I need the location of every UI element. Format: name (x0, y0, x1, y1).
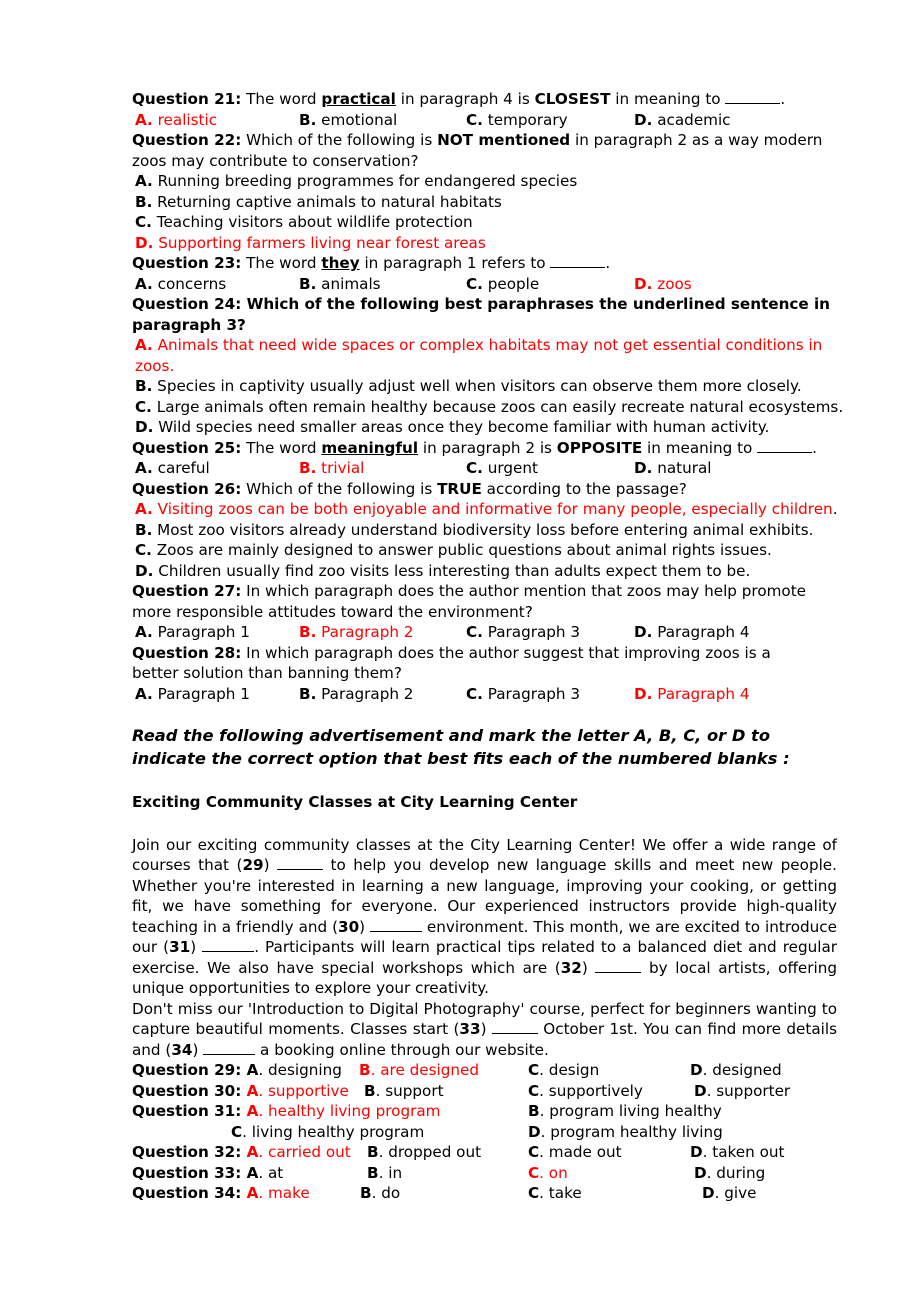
question-25: Question 25: The word meaningful in paragraph 2 is OPPOSITE in meaning to . (132, 438, 817, 457)
option-d: D. during (694, 1163, 766, 1182)
question-31 (132, 1101, 837, 1122)
options-21 (132, 110, 837, 131)
question-label: Question 21: (132, 90, 242, 108)
option-d: D. designed (690, 1061, 782, 1079)
option-a: A. Paragraph 1 (135, 623, 250, 641)
option-a: A. concerns (135, 274, 227, 293)
option-d: D. program healthy living (528, 1122, 723, 1141)
option-d: D. Wild species need smaller areas once they become familiar with human activity. (135, 418, 770, 436)
question-34 (132, 1183, 837, 1204)
options-27 (132, 622, 837, 643)
option-c: C. Paragraph 3 (466, 623, 581, 641)
question-label: Question 25: (132, 438, 242, 457)
option-a: A. supportive (246, 1081, 349, 1100)
question-label: Question 31: (132, 1102, 247, 1120)
options-25 (132, 458, 837, 479)
blank-number: 32 (560, 958, 582, 977)
question-29: Question 29: A. designing B. are designed C. design D. designed (132, 1061, 782, 1079)
answer-blank (550, 253, 605, 268)
option-c: C. urgent (466, 459, 538, 477)
option-b: B. do (360, 1184, 401, 1202)
option-c: C. supportively (528, 1081, 643, 1100)
blank-number: 33 (459, 1020, 481, 1038)
question-label: Question 27: (132, 582, 242, 600)
option-d: D. Children usually find zoo visits less interesting than adults expect them to be. (135, 561, 751, 580)
answer-blank (203, 1040, 255, 1055)
option-d: D. natural (634, 459, 712, 477)
option-c: C. living healthy program (231, 1122, 425, 1141)
option-a: A. carried out (246, 1143, 351, 1161)
option-d: D. Supporting farmers living near forest areas (135, 233, 486, 252)
options-23 (132, 274, 837, 295)
answer-blank (725, 89, 780, 104)
question-label: Question 29: (132, 1061, 247, 1079)
section-instruction: Read the following advertisement and mark the letter A, B, C, or D to indicate the correct option that best fits each of the numbered blanks : (132, 726, 790, 768)
ad-title: Exciting Community Classes at City Learning Center (132, 793, 578, 811)
ad-paragraph-2: Don't miss our 'Introduction to Digital Photography' course, perfect for beginners wanting to capture beautiful moments. Classes start (33) October 1st. You can find more details and (34) a booking online through our website. (132, 999, 837, 1059)
option-a: A. healthy living program (246, 1102, 441, 1120)
question-label: Question 30: (132, 1081, 247, 1100)
target-word: they (321, 254, 360, 272)
option-d: D. Paragraph 4 (634, 684, 750, 703)
option-c: C. temporary (466, 110, 568, 129)
option-b: B. support (364, 1081, 444, 1100)
option-c: C. made out (528, 1143, 622, 1161)
options-28 (132, 684, 837, 705)
question-label: Question 33: (132, 1163, 247, 1182)
option-c: C. take (528, 1184, 582, 1202)
answer-blank (757, 438, 812, 453)
question-22: Question 22: Which of the following is NOT mentioned in paragraph 2 as a way modern zoos may contribute to conservation? (132, 131, 823, 170)
answer-blank (595, 958, 641, 973)
question-label: Question 26: (132, 479, 242, 498)
option-a: A. Visiting zoos can be both enjoyable and informative for many people, especially children. (135, 500, 838, 518)
option-a: A. realistic (135, 110, 218, 129)
blank-number: 29 (242, 856, 264, 874)
option-b: B. animals (299, 274, 381, 293)
answer-blank (202, 937, 254, 952)
option-d: D. Paragraph 4 (634, 623, 750, 641)
option-b: B. are designed (359, 1061, 479, 1079)
option-b: B. Returning captive animals to natural habitats (135, 192, 502, 211)
question-24: Question 24: Which of the following best paraphrases the underlined sentence in paragraph 3? (132, 295, 830, 334)
question-32 (132, 1142, 837, 1163)
option-a: A. Running breeding programmes for endangered species (135, 172, 578, 190)
option-c: C. people (466, 274, 540, 293)
option-c: C. Paragraph 3 (466, 684, 581, 703)
option-c: C. Large animals often remain healthy because zoos can easily recreate natural ecosystems. (135, 397, 844, 416)
question-label: Question 23: (132, 254, 242, 272)
option-b: B. Paragraph 2 (299, 684, 414, 703)
option-a: A. Paragraph 1 (135, 684, 250, 703)
option-d: D. zoos (634, 274, 692, 293)
question-30 (132, 1081, 837, 1102)
option-a: A. make (246, 1184, 310, 1202)
option-b: B. emotional (299, 110, 398, 129)
question-31-row-2 (132, 1122, 837, 1143)
blank-number: 31 (169, 938, 191, 956)
question-28: Question 28: In which paragraph does the author suggest that improving zoos is a better solution than banning them? (132, 643, 771, 682)
answer-blank (277, 855, 323, 870)
blank-number: 34 (171, 1040, 193, 1059)
question-label: Question 34: (132, 1184, 247, 1202)
option-b: B. Paragraph 2 (299, 623, 414, 641)
ad-paragraph-1: Join our exciting community classes at the City Learning Center! We offer a wide range of courses that (29) to help you develop new language skills and meet new people. Whether you're interested in learning a new language, improving your cooking, or getting fit, we have something for everyone. Our experienced instructors provide high-quality teaching in a friendly and (30) environment. This month, we are excited to introduce our (31) . Participants will learn practical tips related to a balanced diet and regular exercise. We also have special workshops which are (32) by local artists, offering unique opportunities to explore your creativity. (132, 835, 838, 997)
option-c: C. design (528, 1061, 600, 1079)
option-b: B. Most zoo visitors already understand biodiversity loss before entering animal exhibits. (135, 520, 814, 539)
question-label: Question 28: (132, 643, 242, 662)
option-b: B. program living healthy (528, 1102, 722, 1120)
option-d: D. supporter (694, 1081, 791, 1100)
worksheet-page (132, 89, 844, 1204)
question-23: Question 23: The word they in paragraph 1 refers to . (132, 254, 611, 272)
target-word: meaningful (321, 438, 419, 457)
option-d: D. give (702, 1184, 757, 1202)
question-27: Question 27: In which paragraph does the author mention that zoos may help promote more responsible attitudes toward the environment? (132, 582, 806, 621)
option-c: C. Zoos are mainly designed to answer public questions about animal rights issues. (135, 541, 772, 559)
answer-blank (370, 917, 422, 932)
ad-body (132, 835, 837, 1061)
question-label: Question 32: (132, 1143, 247, 1161)
option-c: C. on (528, 1163, 568, 1182)
option-a: A. careful (135, 459, 210, 477)
question-label: Question 24: (132, 295, 242, 313)
question-label: Question 22: (132, 131, 242, 149)
option-c: C. Teaching visitors about wildlife protection (135, 213, 473, 231)
option-d: D. taken out (690, 1143, 785, 1161)
blank-number: 30 (338, 917, 360, 936)
target-word: practical (321, 90, 396, 108)
option-b: B. trivial (299, 459, 365, 477)
question-21: Question 21: The word practical in paragraph 4 is CLOSEST in meaning to . (132, 90, 786, 108)
option-a: A. Animals that need wide spaces or complex habitats may not get essential conditions in zoos. (135, 336, 823, 375)
question-26: Question 26: Which of the following is TRUE according to the passage? (132, 479, 687, 498)
option-d: D. academic (634, 110, 731, 129)
option-b: B. dropped out (367, 1143, 482, 1161)
question-33: Question 33: A. at B. in C. on D. during (132, 1163, 766, 1182)
answer-blank (492, 1019, 538, 1034)
option-b: B. in (367, 1163, 403, 1182)
option-b: B. Species in captivity usually adjust well when visitors can observe them more closely. (135, 377, 802, 395)
